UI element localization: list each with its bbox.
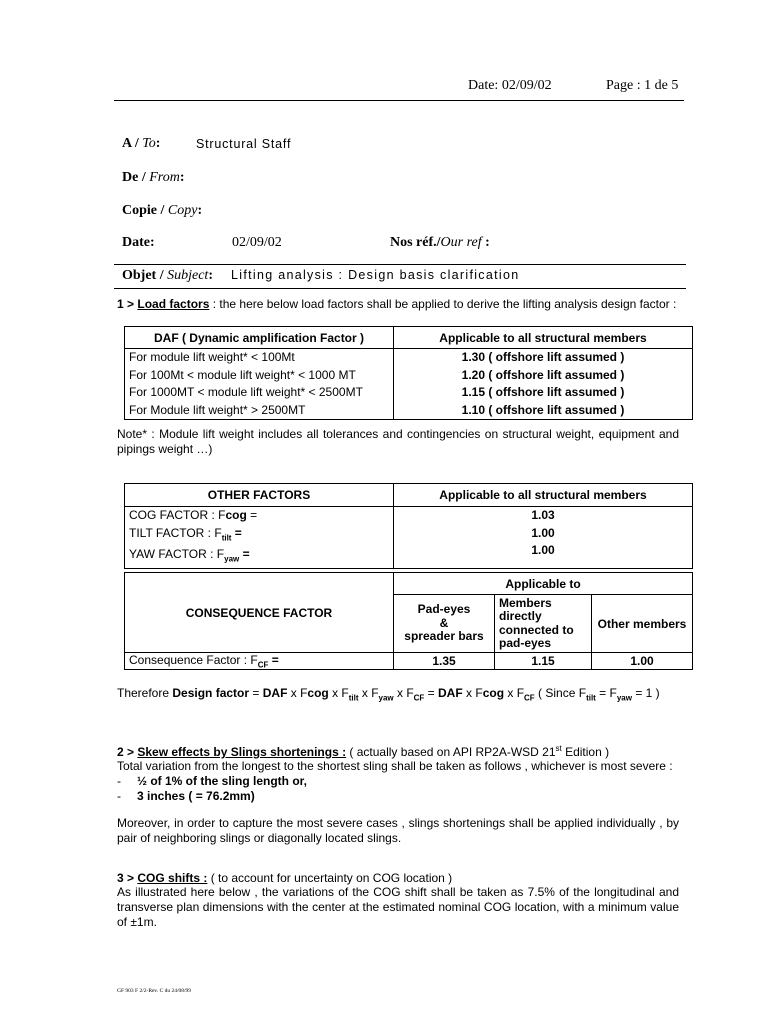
daf-row-value: 1.15 ( offshore lift assumed ) [461, 385, 625, 399]
daf-note: Note* : Module lift weight includes all tolerances and contingencies on structural weight, equipment and pipings weight …) [117, 427, 679, 456]
memo-rule [114, 264, 686, 265]
other-members-column-header: Other members [592, 595, 693, 653]
ref-label: Nos réf./ [390, 235, 441, 250]
cog-factor-value: 1.03 [531, 508, 555, 522]
to-value: Structural Staff [196, 137, 292, 151]
other-factors-table [124, 483, 693, 569]
section3-title: COG shifts : [137, 871, 208, 885]
daf-row-value: 1.20 ( offshore lift assumed ) [461, 367, 625, 382]
daf-row-value: 1.10 ( offshore lift assumed ) [461, 402, 625, 417]
header-date: Date: 02/09/02 [468, 78, 552, 93]
section2-intro: Total variation from the longest to the shortest sling shall be taken as follows , whichever is most severe : [117, 759, 673, 773]
design-factor-formula: Therefore Design factor = DAF x Fcog x $F_{tilt}$ x $F_{yaw}$ x $F_{CF}$ = DAF x Fcog x $F_{CF}$ ( Since $F_{tilt} = F_{yaw} = 1$ ) [117, 686, 660, 703]
from-label-en: From [149, 170, 180, 185]
daf-table [124, 326, 693, 420]
to-line: A / To: [122, 136, 161, 151]
tilt-factor-value: 1.00 [531, 525, 555, 540]
ref-label-en: Our ref [440, 235, 482, 250]
section2-paragraph: Moreover, in order to capture the most severe cases , slings shortenings shall be applied individually , by pair of neighboring slings or diagonally located slings. [117, 816, 679, 845]
section3-heading: 3 > COG shifts : ( to account for uncertainty on COG location ) [117, 871, 453, 885]
subject-line: Objet / Subject: [122, 268, 213, 283]
consequence-factor-table [124, 572, 693, 670]
section2-num: 2 > [117, 745, 138, 759]
section2-heading: 2 > Skew effects by Slings shortenings : ( actually based on API RP2A-WSD 21st Edition ) [117, 744, 610, 759]
consequence-other-value: 1.00 [592, 653, 693, 670]
daf-header: DAF ( Dynamic amplification Factor ) [125, 327, 394, 349]
consequence-factor-title: CONSEQUENCE FACTOR [125, 573, 394, 653]
section3-num: 3 > [117, 871, 138, 885]
footer-code: GF 903 F 2/2-Rev. C du 24/08/99 [117, 988, 192, 994]
copy-line: Copie / Copy: [122, 203, 203, 218]
section2-bullet: - 3 inches ( = 76.2mm) [117, 789, 255, 803]
section2-bullet: - ½ of 1% of the sling length or, [117, 774, 308, 788]
cog-factor-label: COG FACTOR : Fcog = [129, 508, 258, 522]
copy-label-en: Copy [167, 203, 198, 218]
daf-applicable-header: Applicable to all structural members [394, 327, 693, 349]
subject-label: Objet / [122, 268, 168, 283]
section3-paragraph: As illustrated here below , the variations of the COG shift shall be taken as 7.5% of the longitudinal and transverse plan dimensions with the center at the estimated nominal COG location, with a minimum value of ±1m. [117, 885, 679, 929]
copy-label: Copie / [122, 203, 168, 218]
tilt-factor-label: TILT FACTOR : $F_{tilt}$ = [129, 525, 242, 542]
subject-value: Lifting analysis : Design basis clarification [231, 268, 520, 282]
daf-row-value: 1.30 ( offshore lift assumed ) [461, 350, 625, 364]
daf-row-label: For Module lift weight* > 2500MT [129, 402, 306, 417]
other-factors-header: OTHER FACTORS [125, 484, 394, 507]
section1-intro: : the here below load factors shall be applied to derive the lifting analysis design factor : [209, 297, 677, 311]
section1-title: Load factors [137, 297, 210, 311]
daf-row-label: For module lift weight* < 100Mt [129, 350, 295, 364]
consequence-factor-row-label: Consequence Factor : $F_{CF}$ = [125, 653, 394, 670]
section2-title: Skew effects by Slings shortenings : [137, 745, 347, 759]
padeyes-column-header: Pad-eyes & spreader bars [394, 595, 495, 653]
subject-rule [114, 288, 686, 289]
consequence-applicable-header: Applicable to [394, 573, 693, 595]
header-rule [114, 100, 684, 101]
to-label: A / [122, 136, 143, 151]
date-label: Date: [122, 235, 155, 250]
connected-members-column-header: Members directly connected to pad-eyes [495, 595, 592, 653]
subject-label-en: Subject [167, 268, 209, 283]
section1-num: 1 > [117, 297, 138, 311]
consequence-padeyes-value: 1.35 [394, 653, 495, 670]
from-line: De / From: [122, 170, 185, 185]
yaw-factor-label: YAW FACTOR : $F_{yaw}$ = [129, 547, 250, 564]
daf-row-label: For 1000MT < module lift weight* < 2500MT [129, 385, 363, 399]
ref-line: Nos réf./Our ref : [390, 235, 490, 250]
from-label: De / [122, 170, 150, 185]
consequence-connected-value: 1.15 [495, 653, 592, 670]
section1-heading [117, 297, 676, 312]
daf-row-label: For 100Mt < module lift weight* < 1000 MT [129, 367, 356, 382]
header-page: Page : 1 de 5 [606, 78, 679, 93]
yaw-factor-value: 1.00 [531, 543, 555, 557]
other-applicable-header: Applicable to all structural members [394, 484, 693, 507]
to-label-en: To [142, 136, 156, 151]
date-value: 02/09/02 [232, 235, 282, 250]
